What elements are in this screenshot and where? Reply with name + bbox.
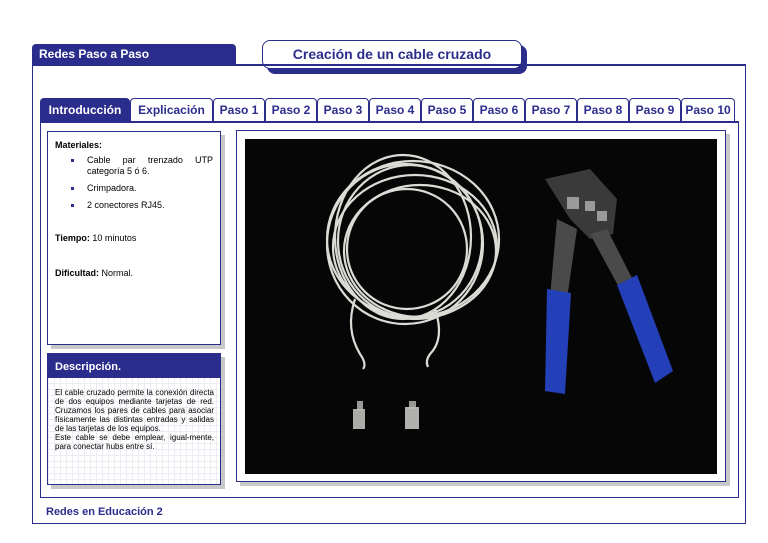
info-panel — [47, 131, 221, 345]
material-text: Cable par trenzado UTP categoría 5 ó 6. — [87, 155, 213, 176]
tab-paso-4[interactable]: Paso 4 — [369, 98, 421, 122]
difficulty-value: Normal. — [99, 268, 134, 278]
tab-paso-7[interactable]: Paso 7 — [525, 98, 577, 122]
difficulty-label: Dificultad: — [55, 268, 99, 278]
tab-paso-9[interactable]: Paso 9 — [629, 98, 681, 122]
photo-frame — [236, 130, 726, 482]
description-text-2: Este cable se debe emplear, igual-mente, para conectar hubs entre sí. — [55, 433, 214, 451]
bullet-icon — [71, 159, 74, 162]
list-item — [65, 155, 213, 177]
list-item — [65, 200, 213, 211]
footer-label: Redes en Educación 2 — [46, 506, 163, 518]
material-text: Crimpadora. — [87, 183, 137, 193]
tab-paso-3[interactable]: Paso 3 — [317, 98, 369, 122]
bullet-icon — [71, 187, 74, 190]
materials-heading: Materiales: — [55, 140, 103, 150]
time-label: Tiempo: — [55, 233, 90, 243]
materials-photo — [245, 139, 717, 474]
page-title: Creación de un cable cruzado — [262, 40, 522, 69]
description-panel — [47, 353, 221, 485]
description-title: Descripción. — [48, 354, 220, 378]
difficulty-line — [55, 268, 213, 279]
tab-bar — [40, 98, 739, 122]
time-line — [55, 233, 213, 244]
tab-paso-10[interactable]: Paso 10 — [681, 98, 735, 122]
brand-tab: Redes Paso a Paso — [32, 44, 236, 64]
time-value: 10 minutos — [89, 233, 137, 243]
list-item — [65, 183, 213, 194]
tab-paso-8[interactable]: Paso 8 — [577, 98, 629, 122]
tab-paso-6[interactable]: Paso 6 — [473, 98, 525, 122]
description-text: El cable cruzado permite la conexión directa de dos equipos mediante tarjetas de red. Cruzamos los pares de cables para asociar físicamente las distintas entradas y salidas de las tarjetas de los equipos. — [55, 388, 214, 433]
description-body — [48, 378, 220, 485]
material-text: 2 conectores RJ45. — [87, 200, 165, 210]
materials-list — [65, 155, 213, 211]
bullet-icon — [71, 204, 74, 207]
tab-introduccion[interactable]: Introducción — [40, 98, 130, 122]
tab-paso-5[interactable]: Paso 5 — [421, 98, 473, 122]
tab-explicacion[interactable]: Explicación — [130, 98, 213, 122]
tab-paso-2[interactable]: Paso 2 — [265, 98, 317, 122]
tab-paso-1[interactable]: Paso 1 — [213, 98, 265, 122]
